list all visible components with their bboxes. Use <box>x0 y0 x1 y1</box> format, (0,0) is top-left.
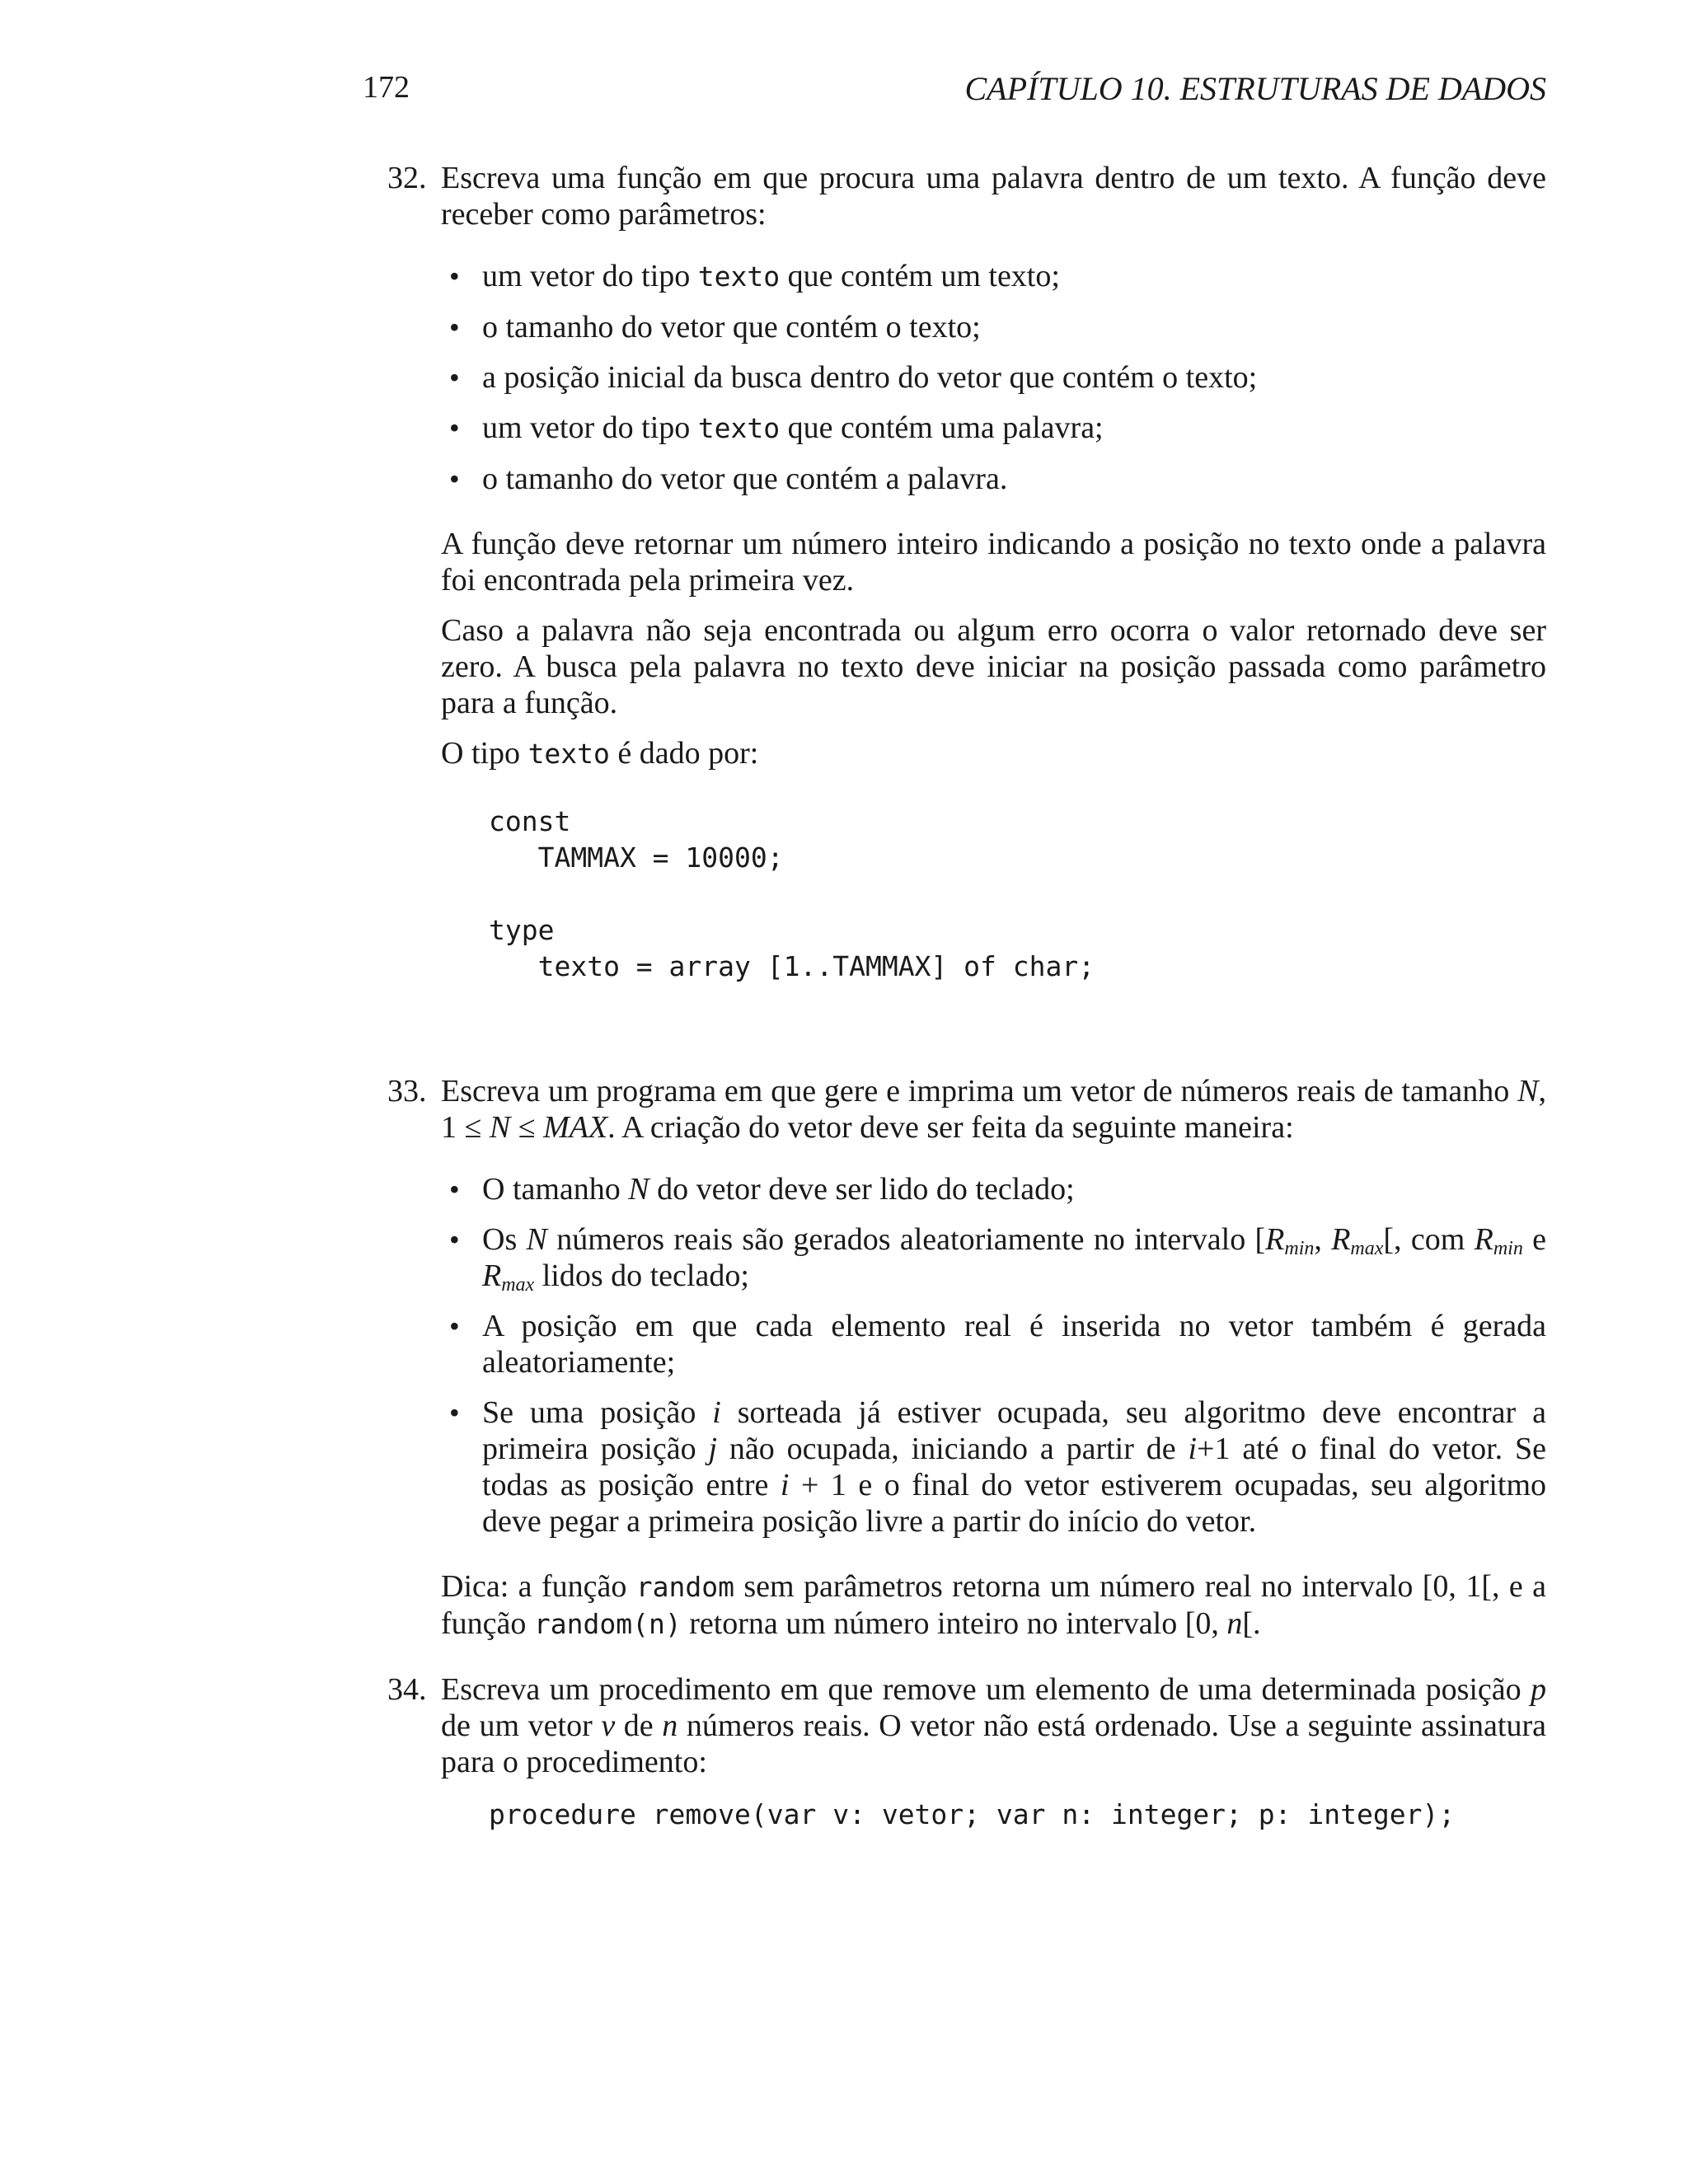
exercise-number: 32. <box>387 161 427 195</box>
code-block: const TAMMAX = 10000; type texto = array [1..TAMMAX] of char; <box>489 805 1095 982</box>
list-item: • o tamanho do vetor que contém o texto; <box>449 310 981 344</box>
exercise-intro: Escreva um programa em que gere e imprima um vetor de números reais de tamanho N, 1 ≤ N ≤ MAX. A criação do vetor deve ser feita da seguinte maneira: <box>441 1074 1546 1145</box>
paragraph: A função deve retornar um número inteiro indicando a posição no texto onde a palavra foi encontrada pela primeira vez. <box>441 527 1546 598</box>
bullet-icon: • <box>449 1396 460 1429</box>
page-number: 172 <box>363 70 410 105</box>
list-item: • O tamanho N do vetor deve ser lido do teclado; <box>449 1172 1075 1207</box>
code-inline: texto <box>528 738 610 770</box>
bullet-icon: • <box>449 311 460 344</box>
bullet-icon: • <box>449 361 460 394</box>
list-item: • um vetor do tipo texto que contém uma palavra; <box>449 410 1104 445</box>
rules-list <box>441 1171 1546 1540</box>
exercise-34 <box>387 1671 1546 1833</box>
list-item: • um vetor do tipo texto que contém um texto; <box>449 259 1060 293</box>
code-inline: texto <box>697 260 781 293</box>
exercise-intro: Escreva uma função em que procura uma palavra dentro de um texto. A função deve receber como parâmetros: <box>441 161 1546 232</box>
bullet-icon: • <box>449 1173 460 1206</box>
bullet-icon: • <box>449 1223 460 1256</box>
bullet-icon: • <box>449 462 460 495</box>
list-item: • Se uma posição i sorteada já estiver ocupada, seu algoritmo deve encontrar a primeira posição j não ocupada, iniciando a partir de i+1 até o final do vetor. Se todas as posição entre i + 1 e o final do vetor estiverem ocupadas, seu algoritmo deve pegar a primeira posição livre a partir do início do vetor. <box>449 1395 1547 1539</box>
paragraph: O tipo texto é dado por: <box>441 736 759 771</box>
bullet-icon: • <box>449 411 460 444</box>
code-inline: random(n) <box>533 1608 682 1640</box>
code-inline: texto <box>697 412 781 444</box>
parameter-list <box>441 258 1546 497</box>
list-item: • o tamanho do vetor que contém a palavra. <box>449 462 1008 496</box>
exercise-32 <box>387 160 1546 985</box>
paragraph: Caso a palavra não seja encontrada ou algum erro ocorra o valor retornado deve ser zero. A busca pela palavra no texto deve iniciar na posição passada como parâmetro para a função. <box>441 613 1546 720</box>
list-item: • A posição em que cada elemento real é inserida no vetor também é gerada aleatoriamente; <box>449 1309 1546 1380</box>
tip-paragraph: Dica: a função random sem parâmetros retorna um número real no intervalo [0, 1[, e a função random(n) retorna um número inteiro no intervalo [0, n[. <box>441 1569 1546 1641</box>
list-item: • Os N números reais são gerados aleatoriamente no intervalo [$R_{min}$, $R_{max}$[, com $R_{min}$ e $R_{max}$ lidos do teclado; <box>449 1222 1547 1296</box>
bullet-icon: • <box>449 1310 460 1343</box>
exercise-33 <box>387 1073 1546 1657</box>
exercise-number: 33. <box>387 1074 427 1108</box>
chapter-title: CAPÍTULO 10. ESTRUTURAS DE DADOS <box>964 70 1546 107</box>
exercise-number: 34. <box>387 1672 427 1707</box>
code-inline: random <box>635 1571 734 1603</box>
exercise-intro: Escreva um procedimento em que remove um elemento de uma determinada posição p de um vetor v de n números reais. O vetor não está ordenado. Use a seguinte assinatura para o procedimento: <box>441 1672 1546 1779</box>
list-item: • a posição inicial da busca dentro do vetor que contém o texto; <box>449 360 1258 395</box>
bullet-icon: • <box>449 260 460 293</box>
code-block: procedure remove(var v: vetor; var n: integer; p: integer); <box>489 1798 1456 1830</box>
